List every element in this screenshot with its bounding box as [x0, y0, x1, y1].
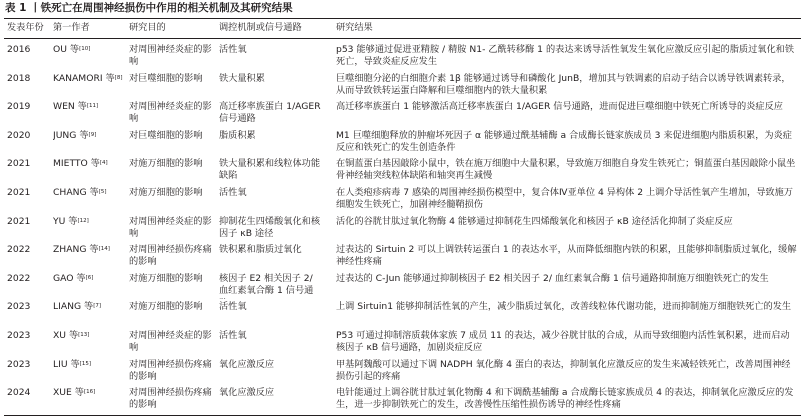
result-cell	[336, 244, 798, 270]
objective-cell-text: 对周围神经炎症的影响	[129, 44, 212, 68]
header-year: 发表年份	[7, 22, 44, 33]
mechanism-cell-text: 铁大量积累和线粒体功能缺陷	[219, 158, 321, 182]
mechanism-cell-text: 铁大量积累	[219, 73, 265, 84]
mechanism-cell	[219, 187, 322, 213]
mechanism-cell-text: 活性氧	[219, 330, 247, 341]
mechanism-cell-text: 氧化应激反应	[219, 387, 275, 398]
result-cell	[336, 44, 798, 70]
reference-marker: [16]	[83, 389, 96, 395]
result-cell-text: M1 巨噬细胞释放的肿瘤坏死因子 α 能够通过酰基辅酶 a 合成酶长链家族成员 3 来促进细胞内脂质积累，为炎症反应和铁死亡的发生创造条件	[336, 130, 792, 154]
header-result: 研究结果	[336, 22, 373, 33]
result-cell	[336, 273, 798, 299]
mechanism-cell	[219, 244, 322, 270]
mechanism-cell	[219, 158, 322, 184]
result-cell-text: 在铜蓝蛋白基因敲除小鼠中，铁在施万细胞中大量积累，导致施万细胞自身发生铁死亡；铜蓝蛋白基因敲除小鼠坐骨神经轴突线粒体缺陷和轴突再生减慢	[336, 158, 796, 182]
objective-cell-text: 对周围神经炎症的影响	[129, 101, 212, 125]
mechanism-cell	[219, 101, 322, 127]
year-cell	[7, 130, 49, 156]
result-cell-text: 甲基阿魏酸可以通过下调 NADPH 氧化酶 4 蛋白的表达，抑制氧化应激反应的发生来减轻铁死亡，改善周围神经损伤引起的疼痛	[336, 359, 791, 383]
objective-cell	[129, 273, 216, 299]
year-cell-text: 2022	[7, 273, 31, 284]
result-cell-text: 在人类疱疹病毒 7 感染的周围神经损伤模型中，复合体Ⅳ亚单位 4 异构体 2 上调介导活性氧产生增加，导致施万细胞发生铁死亡，加剧神经髓鞘损伤	[336, 187, 793, 211]
mechanism-cell	[219, 44, 322, 70]
objective-cell-text: 对施万细胞的影响	[129, 187, 203, 198]
result-cell-text: 高迁移率族蛋白 1 能够激活高迁移率族蛋白 1/AGER 信号通路，进而促进巨噬细胞中铁死亡所诱导的炎症反应	[336, 101, 783, 112]
objective-cell	[129, 44, 216, 70]
result-cell-text: 上调 Sirtuin1 能够抑制活性氧的产生，减少脂质过氧化，改善线粒体代谢功能，进而抑制施万细胞铁死亡的发生	[336, 301, 792, 312]
reference-marker: [13]	[78, 332, 90, 338]
author-cell-text: GAO 等	[53, 273, 86, 284]
year-cell	[7, 301, 49, 327]
result-cell	[336, 330, 798, 356]
reference-marker: [15]	[79, 361, 91, 367]
mechanism-cell	[219, 73, 322, 99]
header-author: 第一作者	[53, 22, 90, 33]
objective-cell	[129, 359, 216, 385]
reference-marker: [8]	[114, 75, 123, 81]
reference-marker: [12]	[77, 218, 89, 224]
author-cell	[53, 101, 128, 127]
objective-cell-text: 对周围神经损伤疼痛的影响	[129, 359, 212, 383]
reference-marker: [14]	[98, 246, 110, 252]
objective-cell	[129, 330, 216, 356]
year-cell-text: 2022	[7, 244, 31, 255]
reference-marker: [10]	[79, 46, 91, 52]
mechanism-cell	[219, 330, 322, 356]
year-cell	[7, 187, 49, 213]
author-cell-text: CHANG 等	[53, 187, 99, 198]
result-cell-text: 过表达的 C-Jun 能够通过抑制核因子 E2 相关因子 2/ 血红素氧合酶 1 信号通路抑制施万细胞铁死亡的发生	[336, 273, 769, 284]
year-cell	[7, 387, 49, 413]
year-cell-text: 2020	[7, 130, 31, 141]
objective-cell-text: 对巨噬细胞的影响	[129, 130, 203, 141]
author-cell	[53, 216, 128, 242]
author-cell	[53, 244, 128, 270]
author-cell-text: MIETTO 等	[53, 158, 100, 169]
year-cell	[7, 359, 49, 385]
author-cell-text: WEN 等	[53, 101, 87, 112]
header-mechanism: 调控机制或信号通路	[219, 22, 302, 33]
year-cell-text: 2018	[7, 73, 31, 84]
author-cell	[53, 301, 128, 327]
reference-marker: [5]	[98, 189, 107, 195]
mechanism-cell-text: 脂质积累	[219, 130, 256, 141]
mechanism-cell	[219, 301, 322, 327]
year-cell-text: 2021	[7, 187, 31, 198]
objective-cell-text: 对施万细胞的影响	[129, 158, 203, 169]
mechanism-cell	[219, 387, 322, 413]
result-cell-text: p53 能够通过促进亚精胺 / 精胺 N1- 乙酰转移酶 1 的表达来诱导活性氧发生氧化应激反应引起的脂质过氧化和铁死亡，导致炎症反应发生	[336, 44, 795, 68]
author-cell	[53, 44, 128, 70]
author-cell-text: XUE 等	[53, 387, 84, 398]
author-cell-text: OU 等	[53, 44, 80, 55]
mechanism-cell-text: 铁积累和脂质过氧化	[219, 244, 302, 255]
objective-cell-text: 对周围神经损伤疼痛的影响	[129, 244, 212, 268]
objective-cell	[129, 158, 216, 184]
year-cell	[7, 273, 49, 299]
year-cell	[7, 101, 49, 127]
year-cell-text: 2023	[7, 359, 31, 370]
table-caption: 表 1 丨铁死亡在周围神经损伤中作用的相关机制及其研究结果	[5, 2, 293, 14]
result-cell	[336, 101, 798, 127]
result-cell-text: 巨噬细胞分泌的白细胞介素 1β 能够通过诱导和磷酸化 JunB，增加其与铁调素的启动子结合以诱导铁调素转录，从而导致铁转运蛋白降解和巨噬细胞内的铁大量积累	[336, 73, 791, 97]
author-cell	[53, 130, 128, 156]
mechanism-cell-text: 活性氧	[219, 187, 247, 198]
result-cell	[336, 301, 798, 327]
mechanism-cell	[219, 130, 322, 156]
objective-cell	[129, 101, 216, 127]
result-cell	[336, 187, 798, 213]
author-cell	[53, 330, 128, 356]
objective-cell	[129, 130, 216, 156]
author-cell	[53, 273, 128, 299]
reference-marker: [9]	[88, 132, 97, 138]
header-rule	[4, 38, 801, 39]
result-cell-text: 电针能通过上调谷胱甘肽过氧化物酶 4 和下调酰基辅酶 a 合成酶长链家族成员 4 的表达，抑制氧化应激反应的发生，进一步抑制铁死亡的发生，改善慢性压缩性损伤诱导的神经性疼痛	[336, 387, 794, 411]
objective-cell-text: 对周围神经炎症的影响	[129, 330, 212, 354]
mechanism-cell-text: 氧化应激反应	[219, 359, 275, 370]
result-cell	[336, 216, 798, 242]
year-cell	[7, 330, 49, 356]
author-cell	[53, 73, 128, 99]
year-cell-text: 2024	[7, 387, 31, 398]
year-cell-text: 2021	[7, 158, 31, 169]
objective-cell-text: 对巨噬细胞的影响	[129, 73, 203, 84]
author-cell-text: JUNG 等	[53, 130, 89, 141]
objective-cell-text: 对周围神经损伤疼痛的影响	[129, 387, 212, 411]
result-cell	[336, 158, 798, 184]
author-cell	[53, 359, 128, 385]
author-cell-text: YU 等	[53, 216, 78, 227]
result-cell	[336, 73, 798, 99]
reference-marker: [4]	[99, 160, 108, 166]
year-cell	[7, 158, 49, 184]
objective-cell	[129, 387, 216, 413]
result-cell	[336, 130, 798, 156]
mechanism-cell	[219, 273, 322, 299]
author-cell-text: LIANG 等	[53, 301, 94, 312]
mechanism-cell-text: 高迁移率族蛋白 1/AGER 信号通路	[219, 101, 321, 125]
author-cell-text: XU 等	[53, 330, 79, 341]
result-cell-text: 过表达的 Sirtuin 2 可以上调铁转运蛋白 1 的表达水平，从而降低细胞内铁的积累，且能够抑制脂质过氧化，缓解神经性疼痛	[336, 244, 797, 268]
mechanism-cell	[219, 359, 322, 385]
objective-cell	[129, 187, 216, 213]
objective-cell-text: 对施万细胞的影响	[129, 273, 203, 284]
mechanism-cell-text: 活性氧	[219, 44, 247, 55]
top-rule	[4, 18, 801, 19]
reference-marker: [6]	[85, 275, 94, 281]
objective-cell	[129, 216, 216, 242]
objective-cell	[129, 73, 216, 99]
author-cell	[53, 187, 128, 213]
year-cell	[7, 216, 49, 242]
reference-marker: [11]	[86, 103, 99, 109]
objective-cell	[129, 301, 216, 327]
year-cell-text: 2023	[7, 330, 31, 341]
mechanism-cell-text: 抑制花生四烯酸氧化和核因子 κB 途径	[219, 216, 321, 240]
author-cell	[53, 158, 128, 184]
mechanism-cell	[219, 216, 322, 242]
year-cell	[7, 73, 49, 99]
reference-marker: [7]	[93, 303, 102, 309]
year-cell-text: 2016	[7, 44, 31, 55]
result-cell	[336, 359, 798, 385]
objective-cell-text: 对周围神经炎症的影响	[129, 216, 212, 240]
mechanism-cell-text: 核因子 E2 相关因子 2/ 血红素氧合酶 1 信号通	[219, 273, 314, 297]
header-objective: 研究目的	[129, 22, 166, 33]
result-cell-text: P53 可通过抑制溶质载体家族 7 成员 11 的表达，减少谷胱甘肽的合成，从而导致细胞内活性氧积累，进而启动核因子 κB 信号通路，加剧炎症反应	[336, 330, 790, 354]
author-cell	[53, 387, 128, 413]
author-cell-text: KANAMORI 等	[53, 73, 115, 84]
author-cell-text: ZHANG 等	[53, 244, 99, 255]
mechanism-cell-text: 活性氧	[219, 301, 247, 312]
objective-cell	[129, 244, 216, 270]
year-cell-text: 2019	[7, 101, 31, 112]
result-cell-text: 活化的谷胱甘肽过氧化物酶 4 能够通过抑制花生四烯酸氧化和核因子 κB 途径活化抑制了炎症反应	[336, 216, 733, 227]
result-cell	[336, 387, 798, 413]
year-cell	[7, 44, 49, 70]
objective-cell-text: 对施万细胞的影响	[129, 301, 203, 312]
year-cell	[7, 244, 49, 270]
author-cell-text: LIU 等	[53, 359, 80, 370]
year-cell-text: 2021	[7, 216, 31, 227]
year-cell-text: 2023	[7, 301, 31, 312]
bottom-rule	[4, 415, 801, 416]
